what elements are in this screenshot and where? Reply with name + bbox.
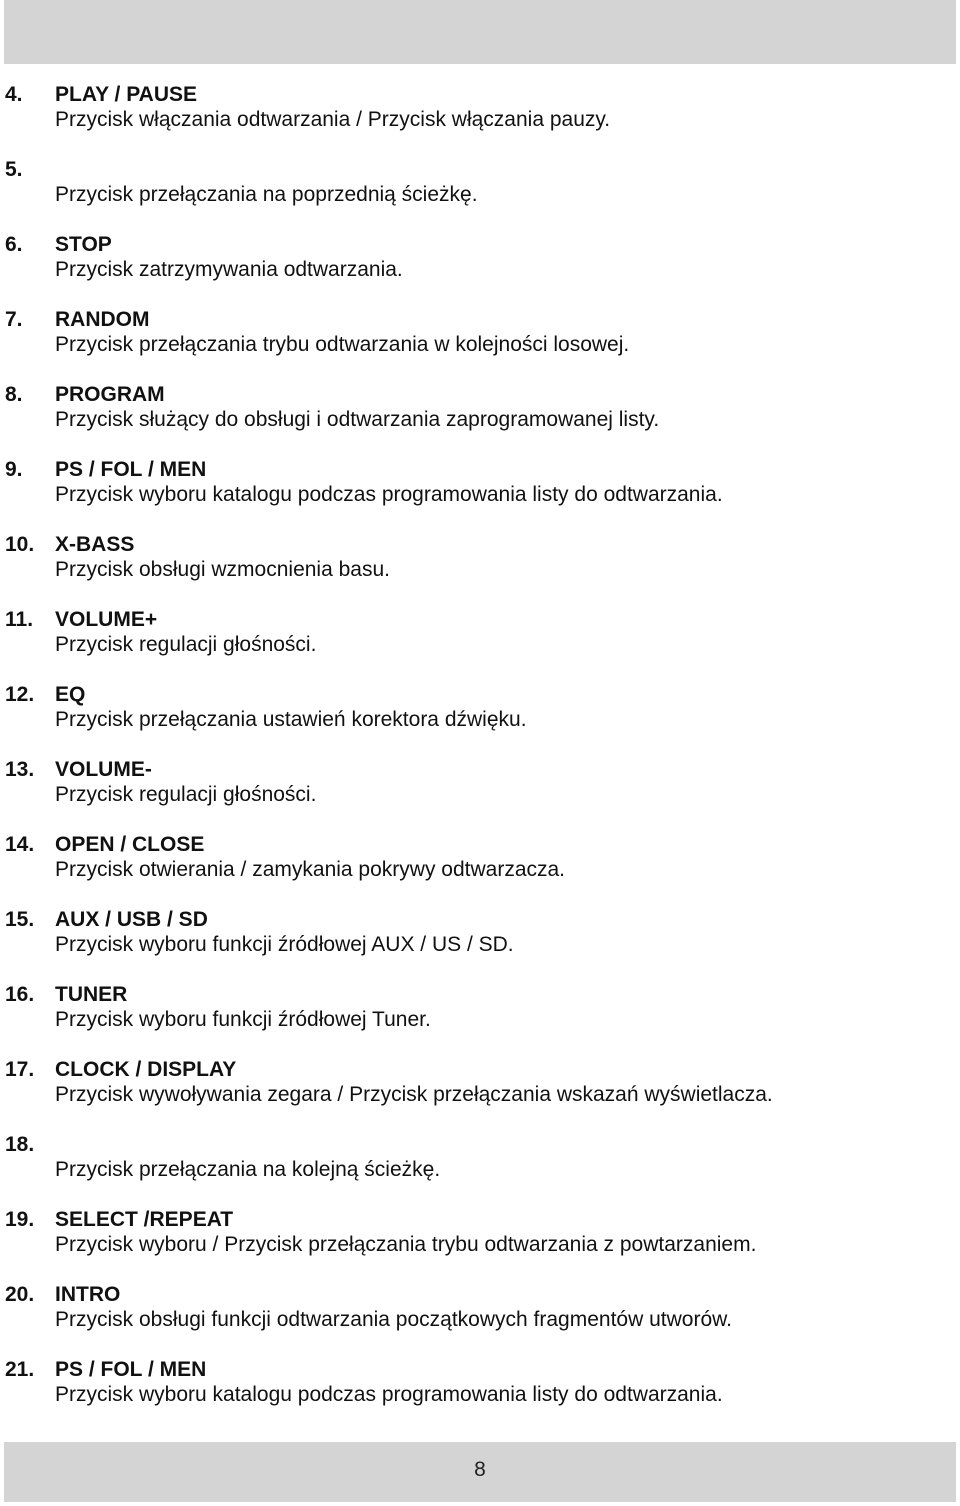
item-description: Przycisk wyboru katalogu podczas programowania listy do odtwarzania.: [55, 483, 723, 506]
list-item: [0, 232, 960, 307]
list-item: [0, 907, 960, 982]
list-item: [0, 1282, 960, 1357]
item-title: TUNER: [55, 983, 128, 1006]
list-item: [0, 1207, 960, 1282]
item-title: STOP: [55, 233, 112, 256]
item-number: 21.: [5, 1358, 35, 1381]
item-description: Przycisk przełączania trybu odtwarzania w kolejności losowej.: [55, 333, 630, 356]
item-title: VOLUME+: [55, 608, 158, 631]
list-item: [0, 832, 960, 907]
list-item: [0, 307, 960, 382]
item-title: PROGRAM: [55, 383, 165, 406]
item-number: 5.: [5, 158, 23, 181]
item-description: Przycisk zatrzymywania odtwarzania.: [55, 258, 403, 281]
item-description: Przycisk wyboru / Przycisk przełączania trybu odtwarzania z powtarzaniem.: [55, 1233, 757, 1256]
list-item: [0, 82, 960, 157]
item-number: 12.: [5, 683, 35, 706]
item-description: Przycisk służący do obsługi i odtwarzania zaprogramowanej listy.: [55, 408, 660, 431]
item-description: Przycisk otwierania / zamykania pokrywy odtwarzacza.: [55, 858, 566, 881]
item-description: Przycisk wyboru katalogu podczas programowania listy do odtwarzania.: [55, 1383, 723, 1406]
list-item: [0, 157, 960, 232]
page-header-bar: [4, 0, 956, 64]
item-title: AUX / USB / SD: [55, 908, 208, 931]
item-number: 19.: [5, 1208, 35, 1231]
item-number: 13.: [5, 758, 35, 781]
item-title: VOLUME-: [55, 758, 152, 781]
item-description: Przycisk przełączania na poprzednią ścieżkę.: [55, 183, 478, 206]
page-number: 8: [474, 1458, 486, 1481]
item-description: Przycisk obsługi wzmocnienia basu.: [55, 558, 390, 581]
item-number: 18.: [5, 1133, 35, 1156]
item-description: Przycisk regulacji głośności.: [55, 633, 317, 656]
item-number: 16.: [5, 983, 35, 1006]
item-title: CLOCK / DISPLAY: [55, 1058, 237, 1081]
list-item: [0, 382, 960, 457]
item-title: PS / FOL / MEN: [55, 1358, 207, 1381]
item-number: 14.: [5, 833, 35, 856]
item-description: Przycisk przełączania na kolejną ścieżkę.: [55, 1158, 441, 1181]
page-footer-bar: [4, 1442, 956, 1502]
item-description: Przycisk regulacji głośności.: [55, 783, 317, 806]
item-description: Przycisk wyboru funkcji źródłowej AUX / US / SD.: [55, 933, 514, 956]
list-item: [0, 457, 960, 532]
item-title: SELECT /REPEAT: [55, 1208, 234, 1231]
list-item: [0, 682, 960, 757]
item-description: Przycisk obsługi funkcji odtwarzania początkowych fragmentów utworów.: [55, 1308, 732, 1331]
item-number: 9.: [5, 458, 23, 481]
item-title: INTRO: [55, 1283, 121, 1306]
item-title: X-BASS: [55, 533, 135, 556]
list-item: [0, 607, 960, 682]
item-number: 6.: [5, 233, 23, 256]
item-number: 15.: [5, 908, 35, 931]
item-number: 10.: [5, 533, 35, 556]
list-item: [0, 532, 960, 607]
item-description: Przycisk włączania odtwarzania / Przycisk włączania pauzy.: [55, 108, 611, 131]
list-item: [0, 757, 960, 832]
list-item: [0, 1057, 960, 1132]
item-number: 4.: [5, 83, 23, 106]
item-title: PLAY / PAUSE: [55, 83, 197, 106]
item-number: 11.: [5, 608, 34, 631]
item-number: 8.: [5, 383, 23, 406]
item-number: 7.: [5, 308, 23, 331]
item-number: 17.: [5, 1058, 35, 1081]
item-description: Przycisk wyboru funkcji źródłowej Tuner.: [55, 1008, 431, 1031]
list-item: [0, 1357, 960, 1432]
item-description: Przycisk wywoływania zegara / Przycisk przełączania wskazań wyświetlacza.: [55, 1083, 773, 1106]
item-title: OPEN / CLOSE: [55, 833, 205, 856]
item-title: PS / FOL / MEN: [55, 458, 207, 481]
list-item: [0, 982, 960, 1057]
item-description: Przycisk przełączania ustawień korektora dźwięku.: [55, 708, 527, 731]
item-title: RANDOM: [55, 308, 150, 331]
item-title: EQ: [55, 683, 86, 706]
button-description-list: [0, 82, 960, 1432]
list-item: [0, 1132, 960, 1207]
item-number: 20.: [5, 1283, 35, 1306]
